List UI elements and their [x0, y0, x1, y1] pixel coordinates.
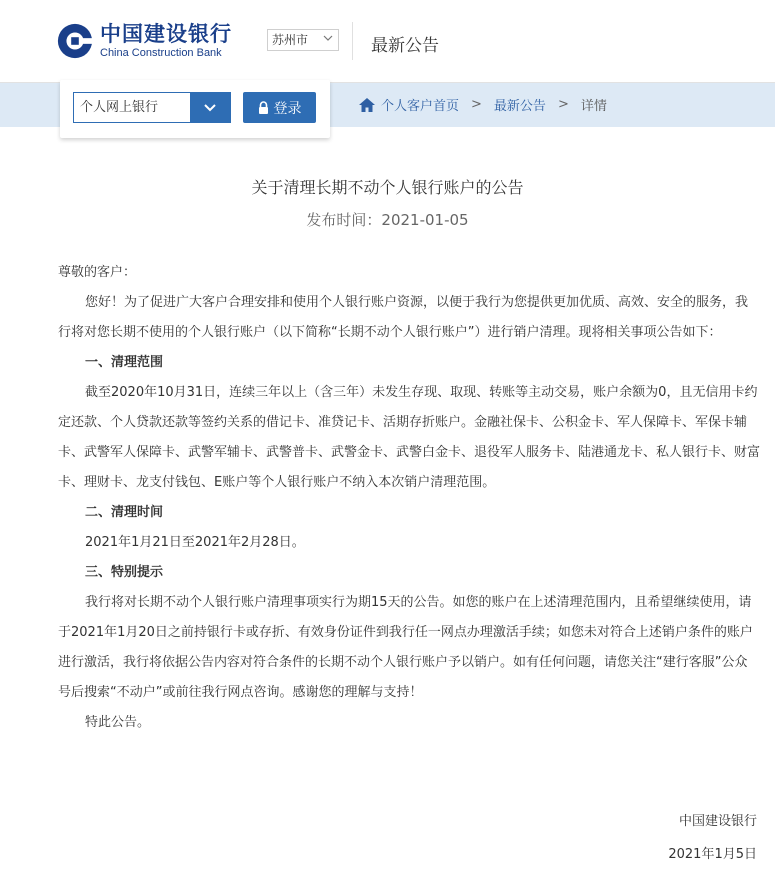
- site-header: [0, 0, 775, 83]
- header-divider: [352, 22, 353, 60]
- login-channel-select[interactable]: [73, 92, 231, 123]
- breadcrumb-separator: >: [557, 97, 569, 112]
- article-title: 关于清理长期不动个人银行账户的公告: [251, 178, 524, 197]
- breadcrumb-home[interactable]: 个人客户首页: [381, 99, 460, 114]
- article-greeting: 尊敬的客户：: [58, 265, 137, 280]
- lock-icon: [258, 101, 269, 114]
- home-icon[interactable]: [358, 97, 376, 113]
- breadcrumb: [358, 95, 607, 114]
- ccb-logo-icon: [56, 22, 94, 60]
- city-select-value: 苏州市: [272, 33, 309, 47]
- section-title: 最新公告: [371, 36, 439, 56]
- login-channel-dropdown-button[interactable]: [190, 93, 230, 122]
- chevron-down-icon: [323, 33, 333, 43]
- city-select[interactable]: [267, 29, 339, 51]
- article-publish-date: 发布时间：2021-01-05: [306, 211, 469, 229]
- section-heading: 一、清理范围: [85, 355, 164, 370]
- breadcrumb-separator: >: [471, 97, 482, 112]
- article-body: [58, 258, 760, 738]
- login-button[interactable]: [243, 92, 316, 123]
- login-button-label: 登录: [273, 99, 302, 116]
- login-panel: [60, 80, 330, 138]
- section-body: 我行将对长期不动个人银行账户清理事项实行为期15天的公告。如您的账户在上述清理范围内，且希望继续使用，请于2021年1月20日之前持银行卡或存折、有效身份证件到我行任一网点办理激活手续；如您未对符合上述销户条件的账户进行激活，我行将依据公告内容对符合条件的长期不动个人银行账户予以销户。如有任何问题，请您关注“建行客服”公众号后搜索“不动户”或前往我行网点咨询。感谢您的理解与支持！: [58, 595, 753, 700]
- section-heading: 二、清理时间: [85, 505, 164, 520]
- breadcrumb-current: 详情: [580, 99, 607, 114]
- chevron-down-icon: [203, 103, 217, 113]
- logo-chinese-name: 中国建设银行: [100, 21, 232, 46]
- ccb-logo[interactable]: [56, 22, 232, 60]
- article-sign-date: 2021年1月5日: [668, 847, 757, 862]
- article-intro: 您好！为了促进广大客户合理安排和使用个人银行账户资源，以便于我行为您提供更加优质、高效、安全的服务，我行将对您长期不使用的个人银行账户（以下简称“长期不动个人银行账户”）进行销户清理。现将相关事项公告如下：: [58, 295, 749, 340]
- article-closing: 特此公告。: [85, 715, 151, 730]
- logo-english-name: China Construction Bank: [100, 46, 222, 59]
- section-heading: 三、特别提示: [85, 565, 164, 580]
- article-signature: 中国建设银行: [678, 814, 757, 829]
- section-body: 2021年1月21日至2021年2月28日。: [85, 535, 305, 550]
- breadcrumb-latest-notices[interactable]: 最新公告: [493, 99, 546, 114]
- section-body: 截至2020年10月31日，连续三年以上（含三年）未发生存现、取现、转账等主动交易，账户余额为0，且无信用卡约定还款、个人贷款还款等签约关系的借记卡、准贷记卡、活期存折账户。金融社保卡、公积金卡、军人保障卡、军保卡辅卡、武警军人保障卡、武警军辅卡、武警普卡、武警金卡、武警白金卡、退役军人服务卡、陆港通龙卡、私人银行卡、财富卡、理财卡、龙支付钱包、E账户等个人银行账户不纳入本次销户清理范围。: [58, 385, 761, 490]
- login-channel-value: 个人网上银行: [80, 100, 159, 115]
